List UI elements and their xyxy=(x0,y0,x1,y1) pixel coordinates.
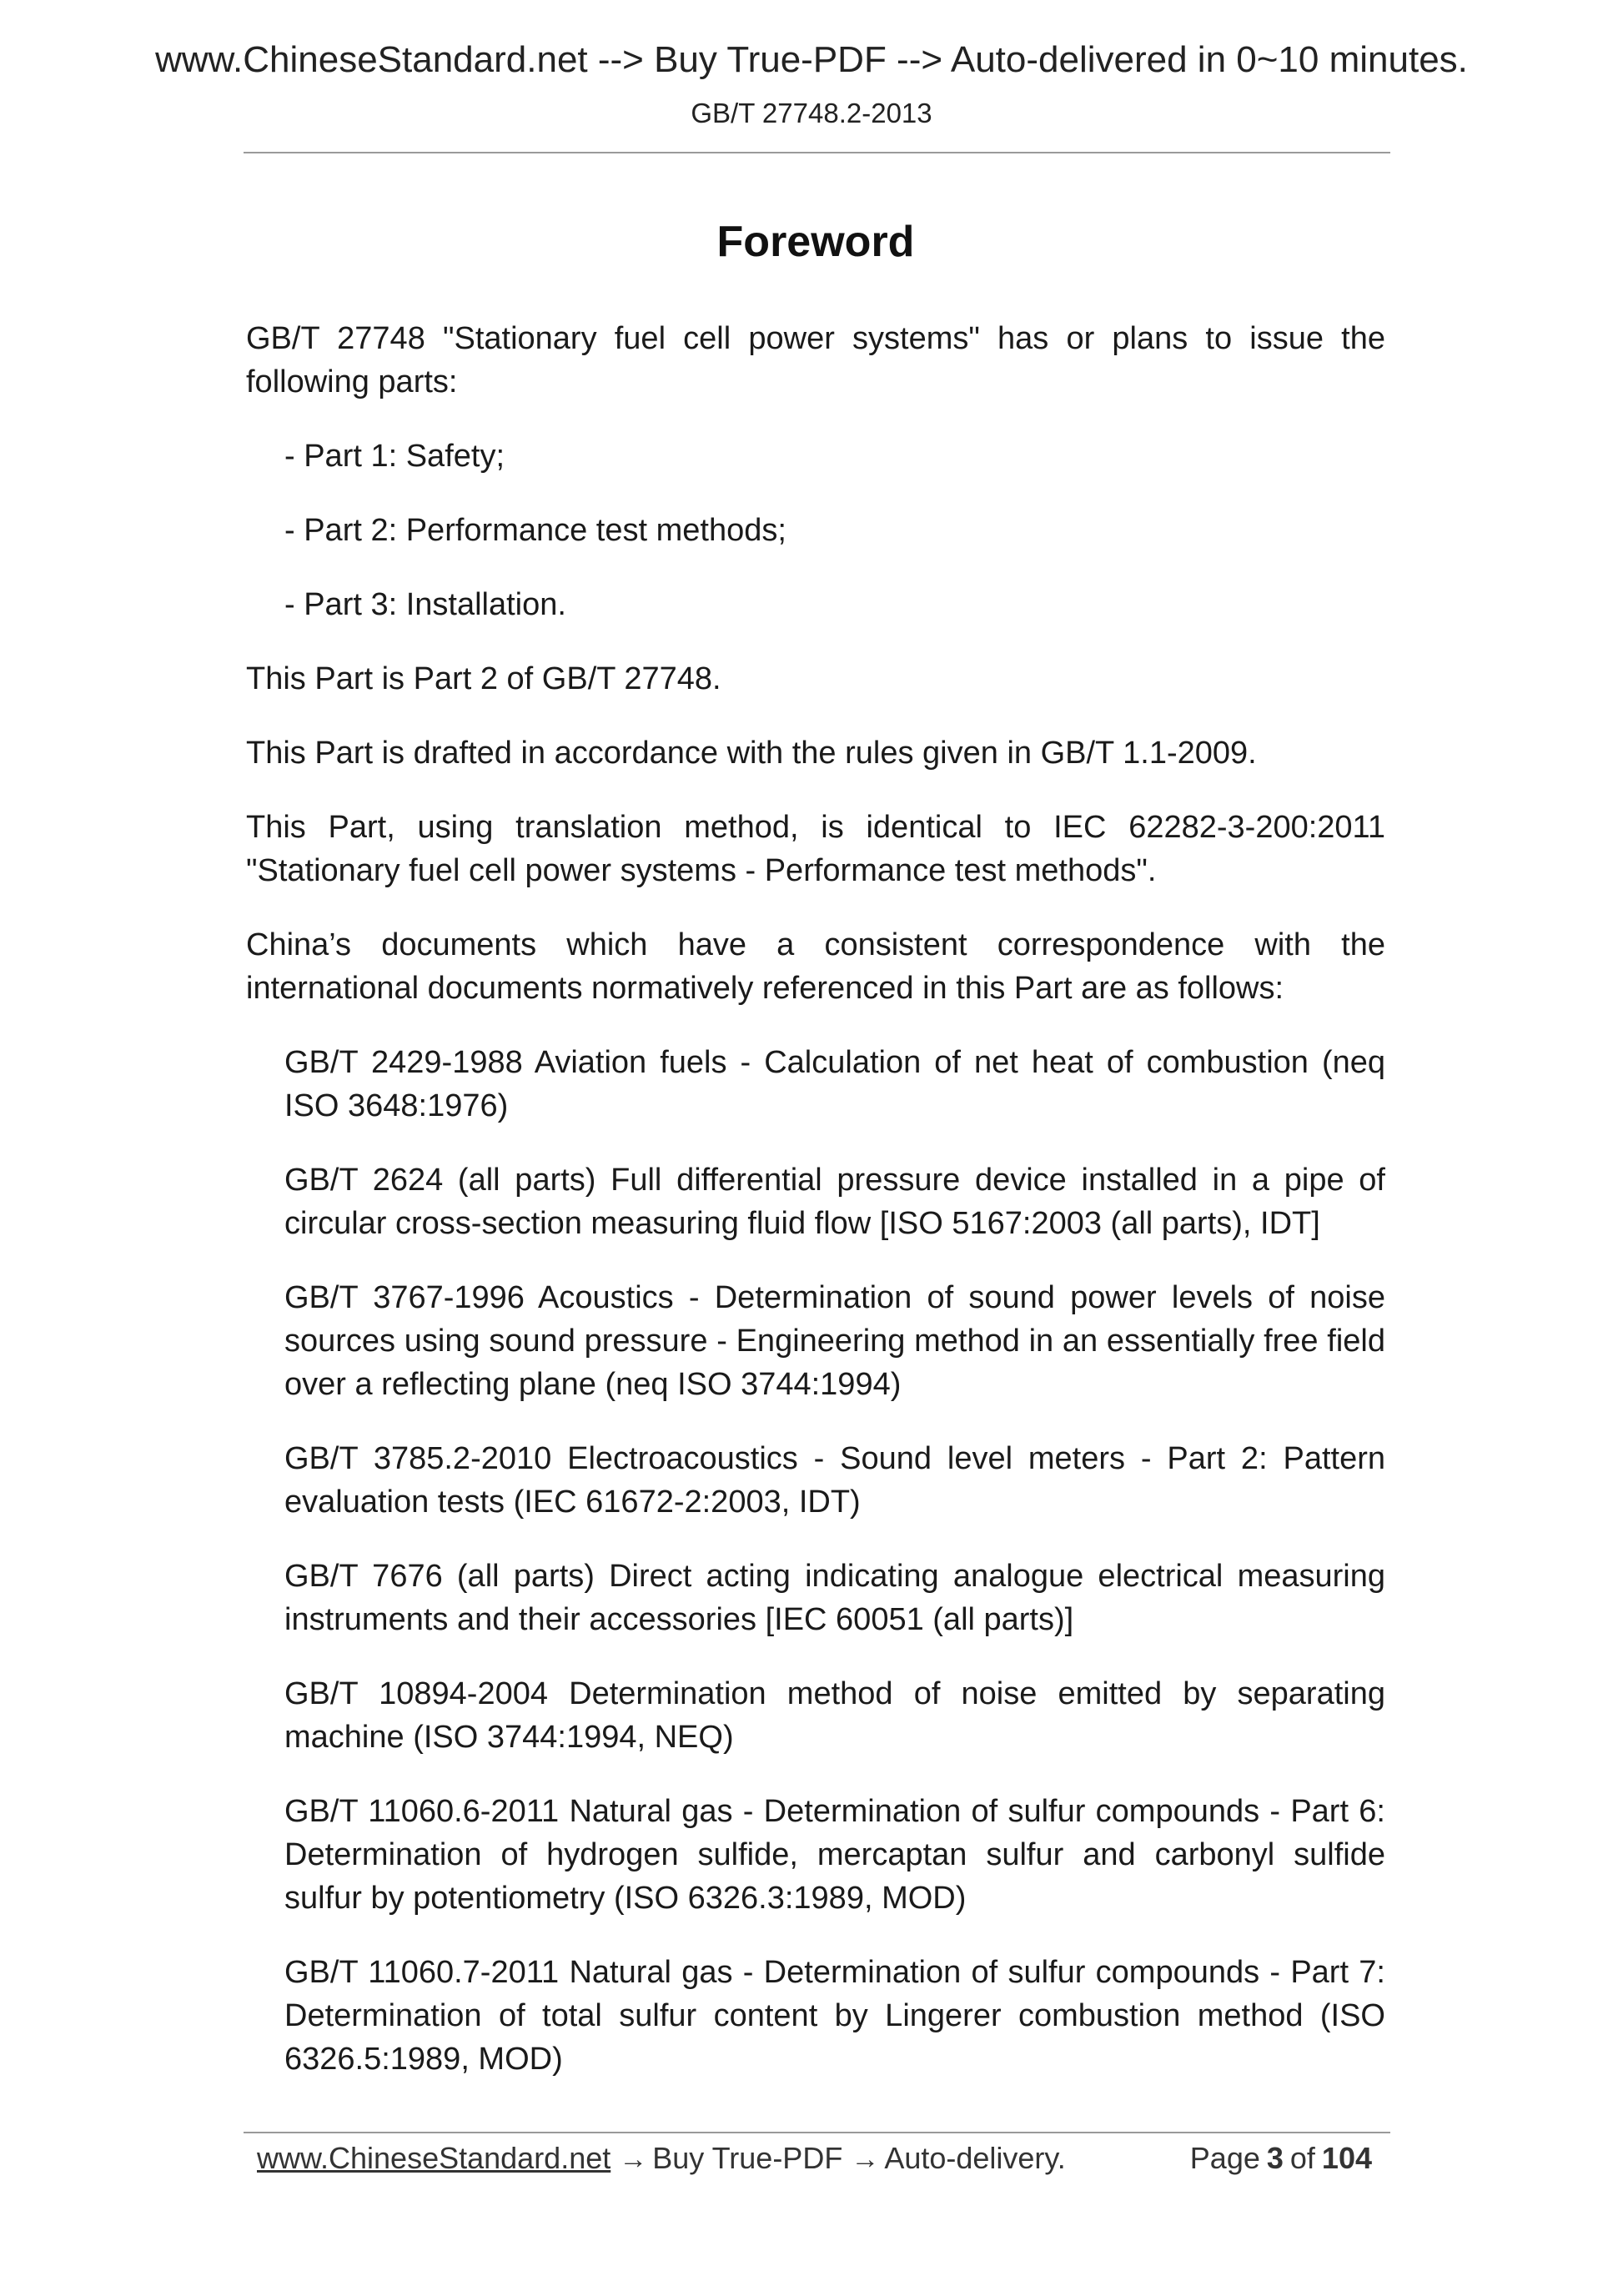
part-list-item: - Part 2: Performance test methods; xyxy=(284,513,786,548)
footer-delivery-text: Auto-delivery. xyxy=(884,2141,1066,2175)
document-code: GB/T 27748.2-2013 xyxy=(691,98,932,128)
reference-item: GB/T 7676 (all parts) Direct acting indicating analogue electrical measuring instruments and their accessories [IEC 60051 (all parts)] xyxy=(284,1559,1385,1637)
part-list-item: - Part 1: Safety; xyxy=(284,439,505,474)
page-word: Page xyxy=(1189,2141,1260,2175)
right-arrow-icon: → xyxy=(619,2143,648,2175)
reference-item: GB/T 11060.7-2011 Natural gas - Determination of sulfur compounds - Part 7: Determination of total sulfur content by Lingerer combustion method (ISO 6326.5:1989, MOD) xyxy=(284,1955,1385,2077)
reference-item: GB/T 11060.6-2011 Natural gas - Determination of sulfur compounds - Part 6: Determination of hydrogen sulfide, mercaptan sulfur and carbonyl sulfide sulfur by potentiometry (ISO 6326.3:1989, MOD) xyxy=(284,1794,1385,1916)
part-list-item: - Part 3: Installation. xyxy=(284,587,566,622)
body-paragraph: This Part is drafted in accordance with the rules given in GB/T 1.1-2009. xyxy=(246,736,1257,771)
page-footer xyxy=(257,2135,1379,2182)
right-arrow-icon: → xyxy=(851,2143,880,2175)
reference-item: GB/T 10894-2004 Determination method of noise emitted by separating machine (ISO 3744:1994, NEQ) xyxy=(284,1676,1385,1755)
body-paragraph: China’s documents which have a consistent correspondence with the international documents normatively referenced in this Part are as follows: xyxy=(246,927,1385,1006)
page-content xyxy=(246,215,1385,2112)
intro-paragraph: GB/T 27748 "Stationary fuel cell power systems" has or plans to issue the following parts: xyxy=(246,321,1385,399)
footer-site-link[interactable]: www.ChineseStandard.net xyxy=(257,2141,611,2175)
total-page-count: 104 xyxy=(1321,2141,1372,2175)
top-banner: www.ChineseStandard.net --> Buy True-PDF --> Auto-delivered in 0~10 minutes. xyxy=(155,39,1468,80)
footer-promo xyxy=(257,2135,1066,2183)
body-paragraph: This Part is Part 2 of GB/T 27748. xyxy=(246,661,721,696)
body-paragraph: This Part, using translation method, is identical to IEC 62282-3-200:2011 "Stationary fuel cell power systems - Performance test methods". xyxy=(246,810,1385,888)
footer-divider xyxy=(244,2132,1390,2133)
reference-item: GB/T 3767-1996 Acoustics - Determination of sound power levels of noise sources using sound pressure - Engineering method in an essentially free field over a reflecting plane (neq ISO 3744:1994) xyxy=(284,1280,1385,1402)
footer-buy-text: Buy True-PDF xyxy=(652,2141,843,2175)
reference-item: GB/T 2429-1988 Aviation fuels - Calculation of net heat of combustion (neq ISO 3648:1976) xyxy=(284,1045,1385,1123)
of-word: of xyxy=(1289,2141,1315,2175)
page-number xyxy=(1190,2135,1379,2182)
current-page-number: 3 xyxy=(1266,2141,1284,2175)
header-divider xyxy=(244,152,1390,153)
reference-item: GB/T 3785.2-2010 Electroacoustics - Sound level meters - Part 2: Pattern evaluation tests (IEC 61672-2:2003, IDT) xyxy=(284,1441,1385,1520)
reference-item: GB/T 2624 (all parts) Full differential pressure device installed in a pipe of circular cross-section measuring fluid flow [ISO 5167:2003 (all parts), IDT] xyxy=(284,1163,1385,1241)
page-title: Foreword xyxy=(716,218,915,266)
